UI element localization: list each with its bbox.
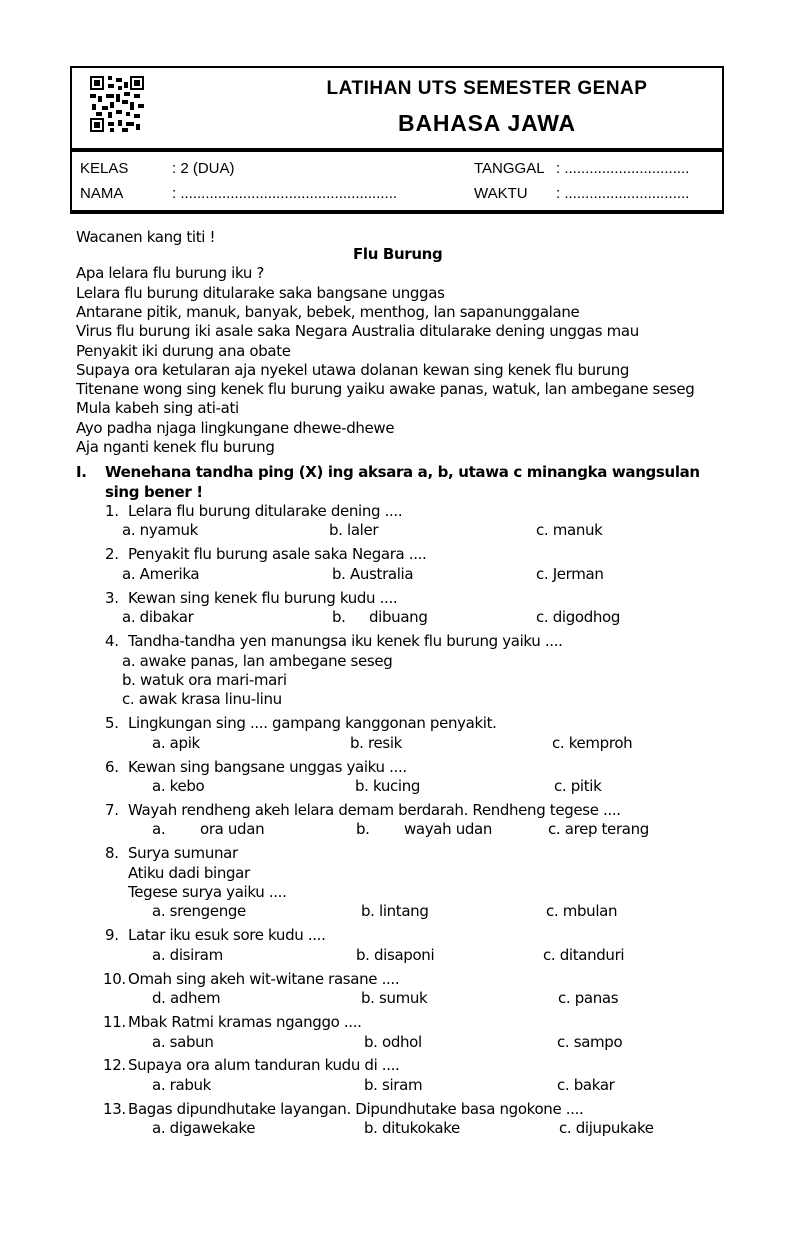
reading-title: Flu Burung [353,245,443,263]
option-a[interactable]: a. awake panas, lan ambegane seseg [122,652,393,670]
question-text: Lelara flu burung ditularake dening .... [128,502,403,520]
option-c[interactable]: c. ditanduri [543,946,625,964]
option-b[interactable]: b. odhol [364,1033,422,1051]
option-a[interactable]: a. [152,820,166,838]
question-number: 11. [103,1013,126,1031]
option-a-text[interactable]: ora udan [200,820,265,838]
option-b[interactable]: b. watuk ora mari-mari [122,671,287,689]
option-c[interactable]: c. sampo [557,1033,623,1051]
option-a[interactable]: a. srengenge [152,902,246,920]
header-divider [70,148,724,152]
option-c[interactable]: c. awak krasa linu-linu [122,690,282,708]
option-a[interactable]: a. digawekake [152,1119,256,1137]
question-text: Penyakit flu burung asale saka Negara .... [128,545,427,563]
kelas-value: : 2 (DUA) [172,160,235,177]
header-bottom-border [70,210,724,214]
option-b[interactable]: b. [356,820,370,838]
option-c[interactable]: c. bakar [557,1076,615,1094]
option-b-text[interactable]: dibuang [369,608,428,626]
question-number: 4. [105,632,119,650]
option-b[interactable]: b. resik [350,734,402,752]
option-a[interactable]: a. nyamuk [122,521,198,539]
nama-field[interactable]: : .................................................... [172,185,398,202]
option-b[interactable]: b. [332,608,346,626]
option-b[interactable]: b. kucing [355,777,421,795]
option-a[interactable]: a. sabun [152,1033,214,1051]
reading-line: Penyakit iki durung ana obate [76,342,291,360]
question-text: Kewan sing kenek flu burung kudu .... [128,589,398,607]
kelas-label: KELAS [80,160,129,177]
option-c[interactable]: c. pitik [554,777,602,795]
reading-instruction: Wacanen kang titi ! [76,228,216,246]
question-text-line2: Atiku dadi bingar [128,864,250,882]
option-a[interactable]: a. apik [152,734,200,752]
question-number: 3. [105,589,119,607]
option-a[interactable]: a. kebo [152,777,205,795]
option-c[interactable]: c. dijupukake [559,1119,654,1137]
option-b[interactable]: b. lintang [361,902,429,920]
question-text-line3: Tegese surya yaiku .... [128,883,287,901]
question-number: 13. [103,1100,126,1118]
nama-label: NAMA [80,185,124,202]
reading-line: Apa lelara flu burung iku ? [76,264,265,282]
question-text: Tandha-tandha yen manungsa iku kenek flu burung yaiku .... [128,632,563,650]
option-c[interactable]: c. kemproh [552,734,633,752]
reading-line: Lelara flu burung ditularake saka bangsane unggas [76,284,445,302]
reading-line: Titenane wong sing kenek flu burung yaiku awake panas, watuk, lan ambegane seseg [76,380,695,398]
question-text: Lingkungan sing .... gampang kanggonan penyakit. [128,714,497,732]
section-number: I. [76,463,87,481]
tanggal-label: TANGGAL [474,160,545,177]
exam-header [70,66,724,214]
question-text: Bagas dipundhutake layangan. Dipundhutake basa ngokone .... [128,1100,584,1118]
option-a[interactable]: a. rabuk [152,1076,212,1094]
reading-line: Antarane pitik, manuk, banyak, bebek, menthog, lan sapanunggalane [76,303,580,321]
question-number: 8. [105,844,119,862]
question-number: 2. [105,545,119,563]
question-number: 7. [105,801,119,819]
waktu-label: WAKTU [474,185,528,202]
waktu-field[interactable]: : .............................. [556,185,690,202]
option-b-text[interactable]: wayah udan [404,820,493,838]
option-a[interactable]: d. adhem [152,989,221,1007]
reading-line: Mula kabeh sing ati-ati [76,399,239,417]
question-text: Kewan sing bangsane unggas yaiku .... [128,758,407,776]
question-text: Omah sing akeh wit-witane rasane .... [128,970,400,988]
question-number: 5. [105,714,119,732]
question-text: Wayah rendheng akeh lelara demam berdarah. Rendheng tegese .... [128,801,621,819]
option-c[interactable]: c. digodhog [536,608,621,626]
qr-code-icon [90,76,144,132]
reading-line: Virus flu burung iki asale saka Negara Australia ditularake dening unggas mau [76,322,639,340]
option-b[interactable]: b. siram [364,1076,423,1094]
option-b[interactable]: b. laler [329,521,379,539]
reading-line: Aja nganti kenek flu burung [76,438,275,456]
option-b[interactable]: b. ditukokake [364,1119,460,1137]
question-number: 6. [105,758,119,776]
reading-line: Supaya ora ketularan aja nyekel utawa dolanan kewan sing kenek flu burung [76,361,630,379]
option-c[interactable]: c. panas [558,989,619,1007]
question-text: Latar iku esuk sore kudu .... [128,926,326,944]
option-c[interactable]: c. manuk [536,521,603,539]
question-text: Supaya ora alum tanduran kudu di .... [128,1056,400,1074]
question-number: 1. [105,502,119,520]
option-a[interactable]: a. dibakar [122,608,194,626]
question-text: Mbak Ratmi kramas nganggo .... [128,1013,362,1031]
option-c[interactable]: c. mbulan [546,902,618,920]
option-c[interactable]: c. Jerman [536,565,604,583]
question-number: 10. [103,970,126,988]
option-c[interactable]: c. arep terang [548,820,649,838]
question-number: 9. [105,926,119,944]
question-number: 12. [103,1056,126,1074]
reading-line: Ayo padha njaga lingkungane dhewe-dhewe [76,419,395,437]
exam-subject: BAHASA JAWA [398,110,576,136]
exam-title: LATIHAN UTS SEMESTER GENAP [326,78,648,99]
option-a[interactable]: a. Amerika [122,565,200,583]
tanggal-field[interactable]: : .............................. [556,160,690,177]
option-b[interactable]: b. sumuk [361,989,428,1007]
question-text: Surya sumunar [128,844,238,862]
option-b[interactable]: b. Australia [332,565,414,583]
section-instruction: Wenehana tandha ping (X) ing aksara a, b, utawa c minangka wangsulan [105,463,700,481]
section-instruction-cont: sing bener ! [105,483,203,501]
option-a[interactable]: a. disiram [152,946,223,964]
option-b[interactable]: b. disaponi [356,946,435,964]
